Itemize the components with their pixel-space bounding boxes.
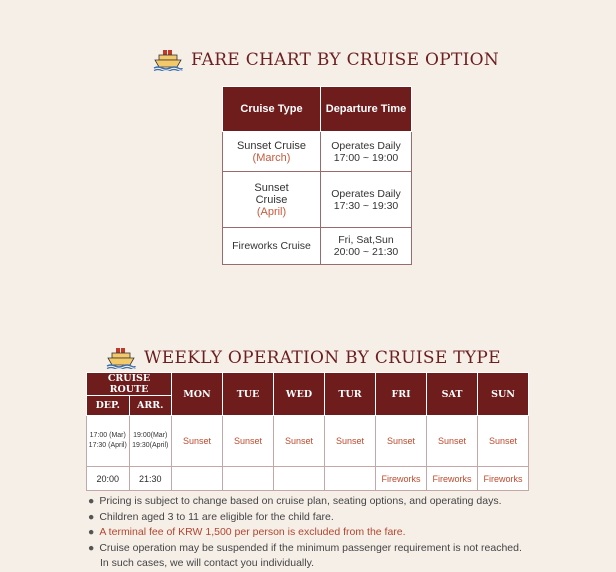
header-day: SAT bbox=[427, 373, 478, 416]
weekly-operation-title bbox=[106, 347, 501, 369]
arr-time-label: 19:30(April) bbox=[132, 442, 169, 449]
sunset-cell: Sunset bbox=[223, 416, 274, 467]
header-arr: ARR. bbox=[129, 396, 172, 416]
sunset-cell: Sunset bbox=[478, 416, 529, 467]
notes-list bbox=[88, 494, 522, 572]
fare-table-header-row bbox=[223, 87, 412, 132]
cruise-month-label: (April) bbox=[256, 205, 287, 218]
cruise-type-label: Fireworks Cruise bbox=[232, 240, 311, 252]
weekly-header-row bbox=[87, 373, 529, 396]
cruise-type-label: Cruise bbox=[255, 193, 288, 206]
dep-time-cell bbox=[87, 416, 130, 467]
note-item: ● Children aged 3 to 11 are eligible for the child fare. bbox=[88, 510, 522, 526]
header-cruise-type: Cruise Type bbox=[223, 87, 321, 132]
arr-time-cell bbox=[129, 416, 172, 467]
cruise-ship-icon bbox=[153, 49, 183, 71]
fireworks-cell: Fireworks bbox=[376, 467, 427, 491]
table-row bbox=[223, 132, 412, 172]
weekly-operation-title-text: WEEKLY OPERATION BY CRUISE TYPE bbox=[144, 348, 501, 368]
header-day: SUN bbox=[478, 373, 529, 416]
dep-time-label: 17:00 (Mar) bbox=[89, 432, 126, 439]
table-row bbox=[223, 172, 412, 228]
header-day: FRI bbox=[376, 373, 427, 416]
header-dep: DEP. bbox=[87, 396, 130, 416]
note-item-terminal-fee: ● A terminal fee of KRW 1,500 per person is excluded from the fare. bbox=[88, 525, 522, 541]
fireworks-cell bbox=[172, 467, 223, 491]
cruise-type-cell bbox=[223, 172, 321, 228]
arr-time-label: 19:00(Mar) bbox=[133, 432, 168, 439]
table-row bbox=[87, 467, 529, 491]
sunset-cell: Sunset bbox=[325, 416, 376, 467]
cruise-type-cell bbox=[223, 228, 321, 265]
cruise-type-label: Sunset Cruise bbox=[236, 139, 307, 152]
note-item-continuation: In such cases, we will contact you individually. bbox=[100, 557, 314, 569]
dep-time-label: 17:30 (April) bbox=[88, 442, 127, 449]
departure-time-cell bbox=[321, 172, 412, 228]
time-range-label: 17:00 ~ 19:00 bbox=[333, 151, 399, 164]
schedule-label: Fri, Sat,Sun bbox=[338, 234, 394, 246]
dep-time-cell: 20:00 bbox=[87, 467, 130, 491]
fireworks-cell bbox=[223, 467, 274, 491]
time-range-label: 17:30 ~ 19:30 bbox=[333, 199, 399, 212]
sunset-cell: Sunset bbox=[274, 416, 325, 467]
fireworks-cell: Fireworks bbox=[478, 467, 529, 491]
fare-table bbox=[222, 86, 412, 265]
table-row bbox=[87, 416, 529, 467]
weekly-table bbox=[86, 372, 529, 491]
header-day: TUE bbox=[223, 373, 274, 416]
fireworks-cell bbox=[274, 467, 325, 491]
note-item: ● Pricing is subject to change based on cruise plan, seating options, and operating days. bbox=[88, 494, 522, 510]
departure-time-cell bbox=[321, 132, 412, 172]
sunset-cell: Sunset bbox=[376, 416, 427, 467]
arr-time-cell: 21:30 bbox=[129, 467, 172, 491]
header-departure-time: Departure Time bbox=[321, 87, 412, 132]
sunset-cell: Sunset bbox=[172, 416, 223, 467]
schedule-label: Operates Daily bbox=[331, 139, 401, 152]
time-range-label: 20:00 ~ 21:30 bbox=[333, 246, 399, 258]
cruise-month-label: (March) bbox=[252, 151, 291, 164]
header-day: WED bbox=[274, 373, 325, 416]
header-day: MON bbox=[172, 373, 223, 416]
table-row bbox=[223, 228, 412, 265]
cruise-ship-icon bbox=[106, 347, 136, 369]
fare-chart-title bbox=[153, 49, 499, 71]
fireworks-cell: Fireworks bbox=[427, 467, 478, 491]
sunset-cell: Sunset bbox=[427, 416, 478, 467]
cruise-type-cell bbox=[223, 132, 321, 172]
schedule-label: Operates Daily bbox=[331, 187, 401, 200]
departure-time-cell bbox=[321, 228, 412, 265]
fare-chart-title-text: FARE CHART BY CRUISE OPTION bbox=[191, 50, 500, 70]
cruise-type-label: Sunset bbox=[254, 181, 289, 194]
header-day: TUR bbox=[325, 373, 376, 416]
note-item: ● Cruise operation may be suspended if the minimum passenger requirement is not reached. bbox=[88, 541, 522, 557]
fireworks-cell bbox=[325, 467, 376, 491]
header-cruise-route: CRUISE ROUTE bbox=[87, 373, 172, 396]
